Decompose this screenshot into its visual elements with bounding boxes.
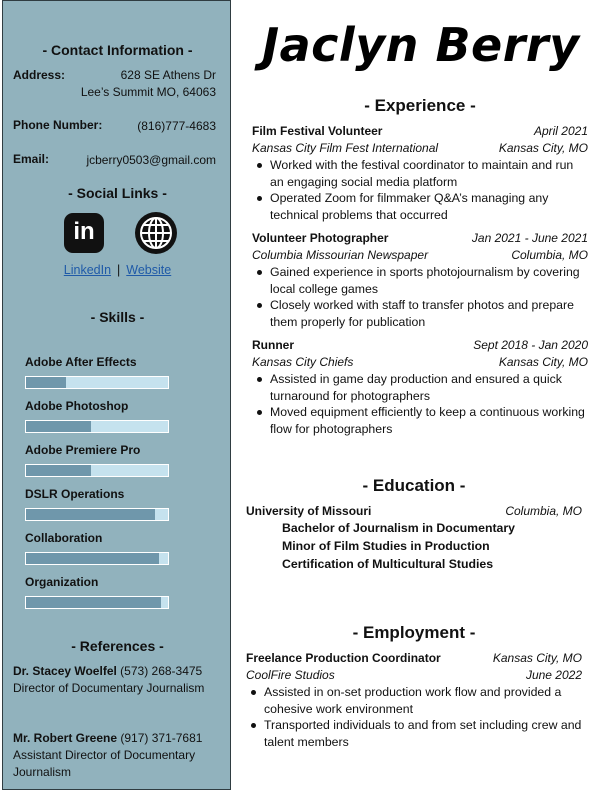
- reference-title: Assistant Director of Documentary Journalism: [13, 748, 196, 779]
- skill-bar-fill: [26, 553, 159, 564]
- address-line1: 628 SE Athens Dr: [120, 68, 216, 82]
- skills-heading: - Skills -: [90, 309, 145, 325]
- skill-bar: [25, 508, 169, 521]
- reference-item: [13, 663, 225, 697]
- job-title: Volunteer Photographer: [252, 231, 389, 245]
- reference-name: Mr. Robert Greene: [13, 731, 118, 745]
- job-date: Jan 2021 - June 2021: [471, 231, 588, 245]
- address-label: Address:: [13, 68, 66, 82]
- address-value: [81, 67, 216, 101]
- address-line2: Lee’s Summit MO, 64063: [80, 85, 216, 99]
- list-item: Worked with the festival coordinator to maintain and run an engaging social media platform: [252, 157, 588, 190]
- email-label: Email:: [13, 152, 50, 166]
- job-location: Kansas City, MO: [498, 355, 588, 369]
- skill-bar: [25, 420, 169, 433]
- list-item: Gained experience in sports photojournalism by covering local college games: [252, 264, 588, 297]
- employment-location: Kansas City, MO: [492, 651, 582, 665]
- contact-heading: - Contact Information -: [42, 42, 193, 58]
- skill-name: DSLR Operations: [25, 487, 125, 501]
- education-line: Minor of Film Studies in Production: [282, 539, 490, 553]
- job-bullets: [252, 157, 588, 223]
- phone-value: (816)777-4683: [137, 119, 216, 133]
- employment-org: CoolFire Studios: [246, 668, 335, 682]
- employment-date: June 2022: [525, 668, 582, 682]
- education-line: Certification of Multicultural Studies: [282, 557, 494, 571]
- linkedin-link[interactable]: LinkedIn: [63, 263, 112, 277]
- skill-name: Adobe Photoshop: [25, 399, 129, 413]
- job-title: Runner: [252, 338, 294, 352]
- skill-name: Adobe After Effects: [25, 355, 137, 369]
- skill-bar: [25, 552, 169, 565]
- list-item: Transported individuals to and from set including crew and talent members: [246, 717, 586, 750]
- linkedin-glyph: in: [73, 218, 95, 245]
- skill-bar-fill: [26, 377, 66, 388]
- references-heading: - References -: [71, 638, 164, 654]
- employment-bullets: [246, 684, 586, 750]
- skill-bar: [25, 596, 169, 609]
- job-location: Columbia, MO: [511, 248, 588, 262]
- list-item: Operated Zoom for filmmaker Q&A’s managing any technical problems that occurred: [252, 190, 588, 223]
- skill-bar-fill: [26, 421, 91, 432]
- email-value[interactable]: jcberry0503@gmail.com: [86, 153, 216, 167]
- experience-heading: - Experience -: [364, 96, 476, 115]
- website-link[interactable]: Website: [126, 263, 172, 277]
- job-org: Kansas City Film Fest International: [252, 141, 439, 155]
- reference-phone: (917) 371-7681: [120, 731, 203, 745]
- skill-bar: [25, 464, 169, 477]
- list-item: Assisted in game day production and ensured a quick turnaround for photographers: [252, 371, 588, 404]
- list-item: Assisted in on-set production work flow and provided a cohesive work environment: [246, 684, 586, 717]
- job-org: Kansas City Chiefs: [252, 355, 354, 369]
- employment-title: Freelance Production Coordinator: [246, 651, 441, 665]
- sidebar: [2, 0, 231, 790]
- job-bullets: [252, 264, 588, 330]
- skill-bar: [25, 376, 169, 389]
- reference-phone: (573) 268-3475: [120, 664, 203, 678]
- reference-title: Director of Documentary Journalism: [13, 681, 205, 695]
- skill-name: Organization: [25, 575, 99, 589]
- job-bullets: [252, 371, 588, 437]
- social-links: [3, 263, 232, 277]
- social-heading: - Social Links -: [68, 185, 167, 201]
- job-title: Film Festival Volunteer: [252, 124, 383, 138]
- link-separator: |: [117, 263, 121, 277]
- skill-bar-fill: [26, 509, 155, 520]
- linkedin-icon[interactable]: [64, 213, 104, 253]
- education-location: Columbia, MO: [505, 504, 582, 518]
- globe-icon[interactable]: [134, 211, 178, 255]
- reference-name: Dr. Stacey Woelfel: [13, 664, 117, 678]
- education-heading: - Education -: [362, 476, 466, 495]
- skill-bar-fill: [26, 597, 161, 608]
- job-date: April 2021: [533, 124, 588, 138]
- list-item: Moved equipment efficiently to keep a continuous working flow for photographers: [252, 404, 588, 437]
- reference-item: [13, 730, 225, 781]
- job-org: Columbia Missourian Newspaper: [252, 248, 429, 262]
- skill-bar-fill: [26, 465, 91, 476]
- phone-label: Phone Number:: [13, 118, 103, 132]
- job-location: Kansas City, MO: [498, 141, 588, 155]
- social-icons: [3, 213, 232, 257]
- education-school: University of Missouri: [246, 504, 372, 518]
- skill-name: Collaboration: [25, 531, 103, 545]
- job-date: Sept 2018 - Jan 2020: [473, 338, 588, 352]
- list-item: Closely worked with staff to transfer photos and prepare them properly for publication: [252, 297, 588, 330]
- education-line: Bachelor of Journalism in Documentary: [282, 521, 516, 535]
- page-title: Jaclyn Berry: [262, 18, 580, 72]
- employment-heading: - Employment -: [352, 623, 476, 642]
- skill-name: Adobe Premiere Pro: [25, 443, 141, 457]
